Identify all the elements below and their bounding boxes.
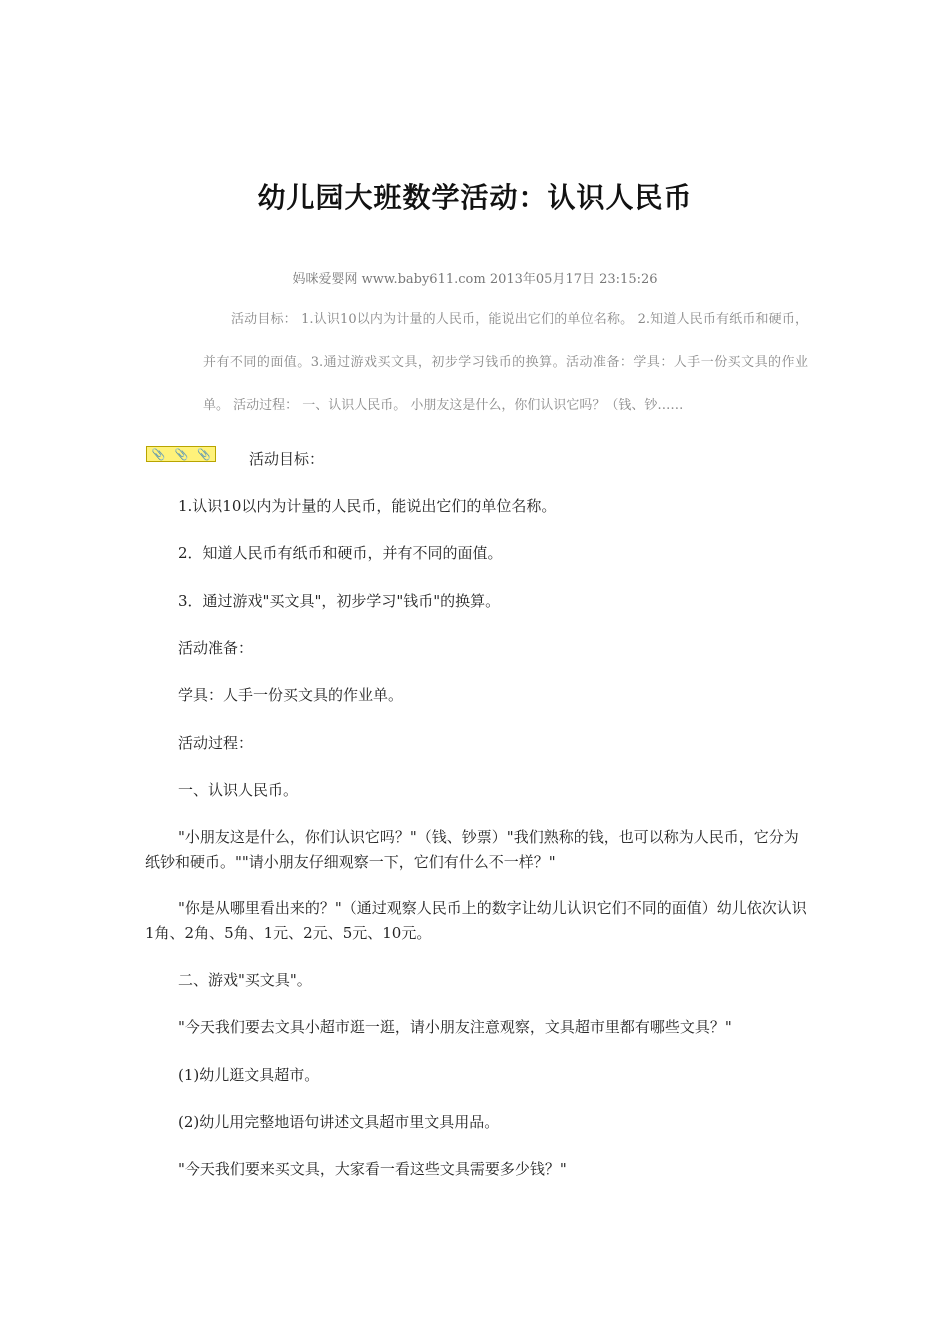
paragraph-3: "今天我们要去文具小超市逛一逛，请小朋友注意观察，文具超市里都有哪些文具？" — [178, 1018, 732, 1036]
goal-heading: 活动目标： — [249, 450, 325, 468]
goal-item-2: 2．知道人民币有纸币和硬币，并有不同的面值。 — [178, 544, 503, 562]
list-item-1: (1)幼儿逛文具超市。 — [178, 1066, 320, 1084]
list-item-2: (2)幼儿用完整地语句讲述文具超市里文具用品。 — [178, 1113, 500, 1131]
goal-item-1: 1.认识10以内为计量的人民币，能说出它们的单位名称。 — [178, 497, 557, 515]
paragraph-2: "你是从哪里看出来的？"（通过观察人民币上的数字让幼儿认识它们不同的面值）幼儿依次认识1角、2角、5角、1元、2元、5元、10元。 — [145, 899, 807, 942]
paperclip-icon: 📎 — [174, 447, 189, 461]
goal-item-3: 3．通过游戏"买文具"，初步学习"钱币"的换算。 — [178, 592, 501, 610]
article-meta: 妈咪爱婴网 www.baby611.com 2013年05月17日 23:15:26 — [292, 272, 658, 287]
prep-item-1: 学具：人手一份买文具的作业单。 — [178, 686, 404, 704]
prep-heading: 活动准备： — [178, 639, 254, 657]
icon-strip — [146, 446, 216, 462]
paragraph-1: "小朋友这是什么，你们认识它吗？"（钱、钞票）"我们熟称的钱，也可以称为人民币，它分为纸钞和硬币。""请小朋友仔细观察一下，它们有什么不一样？" — [145, 828, 799, 871]
paperclip-icon: 📎 — [151, 447, 166, 461]
process-heading: 活动过程： — [178, 734, 254, 752]
article-summary: 活动目标： 1.认识10以内为计量的人民币，能说出它们的单位名称。 2.知道人民币有纸币和硬币，并有不同的面值。3.通过游戏买文具，初步学习钱币的换算。活动准备：学具：人手一份买文具的作业单。 活动过程： 一、认识人民币。 小朋友这是什么，你们认识它吗？（钱、钞…… — [203, 312, 808, 413]
page-title: 幼儿园大班数学活动：认识人民币 — [257, 181, 693, 214]
paragraph-4: "今天我们要来买文具，大家看一看这些文具需要多少钱？" — [178, 1160, 567, 1178]
step-1-heading: 一、认识人民币。 — [178, 781, 299, 799]
paperclip-icon: 📎 — [197, 447, 211, 461]
step-2-heading: 二、游戏"买文具"。 — [178, 971, 312, 989]
